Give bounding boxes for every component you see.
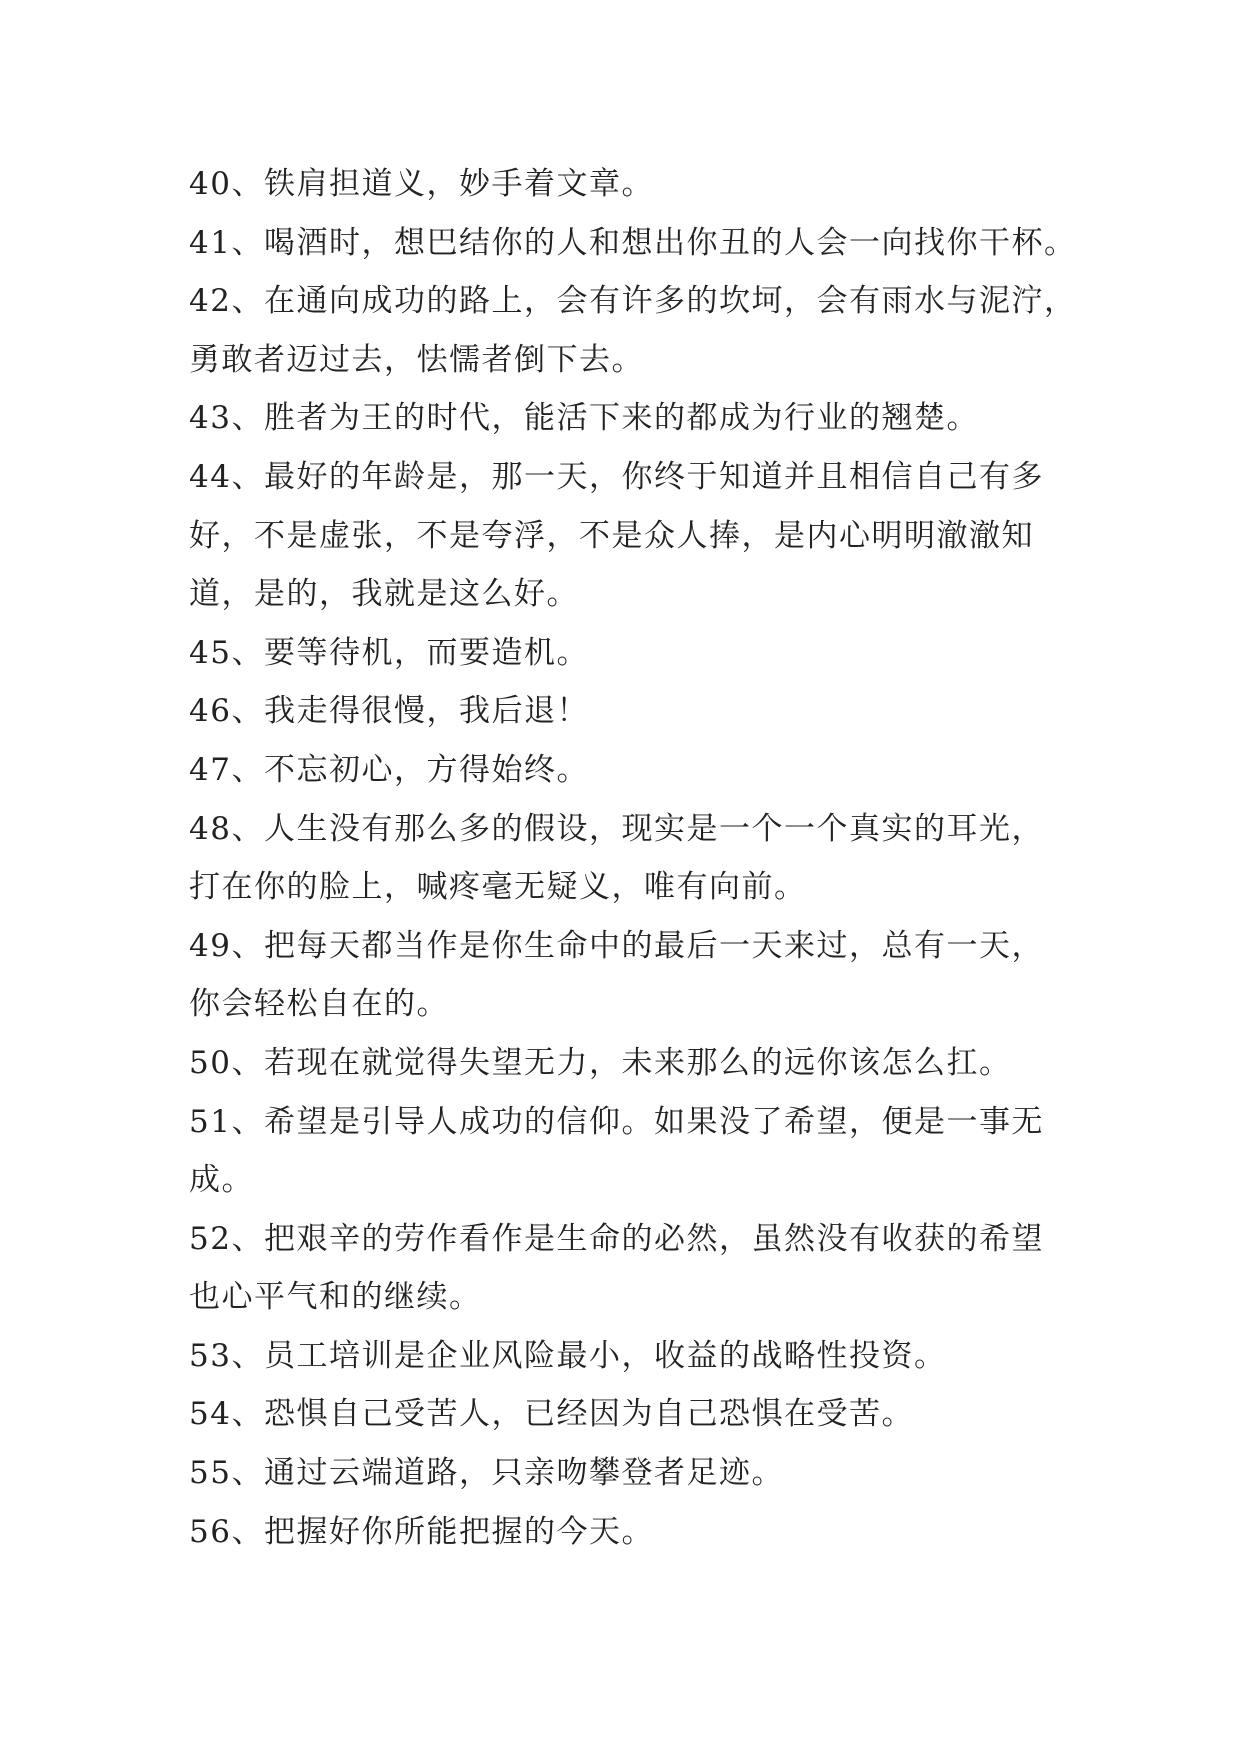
text-line: 44、最好的年龄是，那一天，你终于知道并且相信自己有多	[189, 458, 1044, 495]
text-line: 勇敢者迈过去，怯懦者倒下去。	[189, 341, 644, 378]
text-line: 42、在通向成功的路上，会有许多的坎坷，会有雨水与泥泞，	[189, 283, 1077, 320]
text-line: 55、通过云端道路，只亲吻攀登者足迹。	[189, 1455, 784, 1492]
text-line: 47、不忘初心，方得始终。	[189, 751, 589, 788]
text-line: 46、我走得很慢，我后退！	[189, 693, 589, 730]
text-line: 50、若现在就觉得失望无力，未来那么的远你该怎么扛。	[189, 1044, 1012, 1081]
text-line: 你会轻松自在的。	[189, 986, 449, 1023]
text-line: 53、员工培训是企业风险最小，收益的战略性投资。	[189, 1337, 947, 1374]
text-line: 40、铁肩担道义，妙手着文章。	[189, 166, 654, 202]
quote-list	[189, 155, 1077, 1561]
text-line: 54、恐惧自己受苦人，已经因为自己恐惧在受苦。	[189, 1396, 914, 1433]
text-line: 41、喝酒时，想巴结你的人和想出你丑的人会一向找你干杯。	[189, 224, 1077, 261]
text-line: 也心平气和的继续。	[189, 1279, 482, 1316]
text-line: 43、胜者为王的时代，能活下来的都成为行业的翘楚。	[189, 400, 979, 437]
text-line: 道，是的，我就是这么好。	[189, 576, 579, 613]
text-line: 51、希望是引导人成功的信仰。如果没了希望，便是一事无	[189, 1103, 1044, 1140]
text-line: 打在你的脸上，喊疼毫无疑义，唯有向前。	[189, 869, 807, 906]
text-line: 45、要等待机，而要造机。	[189, 634, 589, 671]
text-line: 49、把每天都当作是你生命中的最后一天来过，总有一天，	[189, 927, 1044, 964]
text-line: 48、人生没有那么多的假设，现实是一个一个真实的耳光，	[189, 810, 1044, 847]
text-line: 56、把握好你所能把握的今天。	[189, 1513, 654, 1550]
text-line: 成。	[189, 1162, 254, 1199]
text-line: 好，不是虚张，不是夸浮，不是众人捧，是内心明明澈澈知	[189, 517, 1034, 554]
text-line: 52、把艰辛的劳作看作是生命的必然，虽然没有收获的希望	[189, 1220, 1044, 1257]
